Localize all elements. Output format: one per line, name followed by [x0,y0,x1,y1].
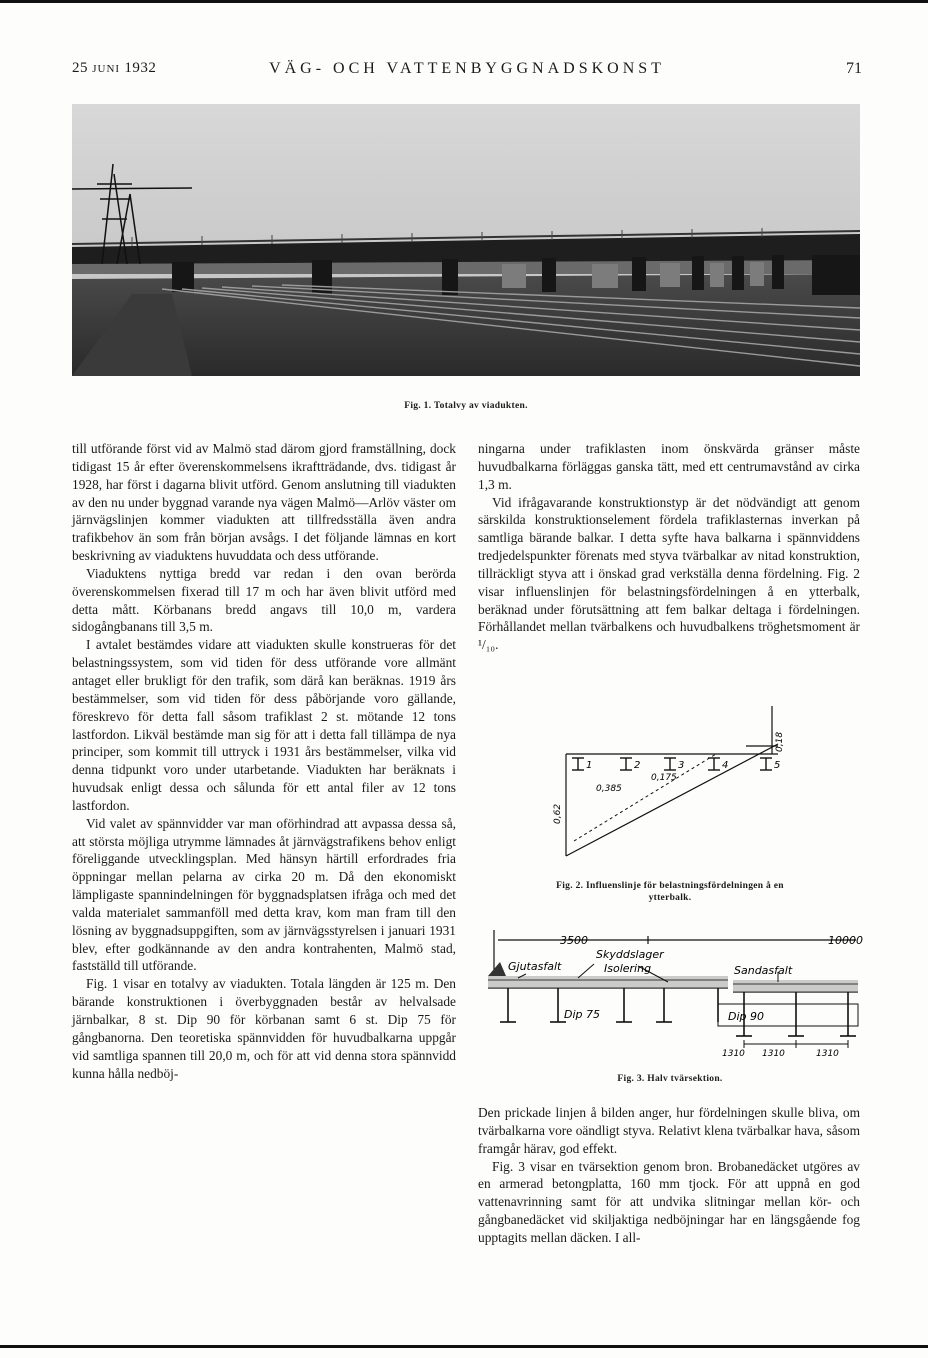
value-label: 0,175 [651,773,677,783]
layer-label: Sandasfalt [734,964,793,977]
journal-title: VÄG- OCH VATTENBYGGNADSKONST [269,60,665,77]
paragraph: I avtalet bestämdes vidare att viadukten skulle konstrueras för det belastningssystem, som vid tiden för dess utförande vore allmänt antaget eller brukligt för den trafik, som därå kan beräknas. 1919 års bestämmelser, som vid tiden för dess påbörjande voro gällande, föreskrevo för detta fall såsom trafiklast 2 st. mötande 12 tons lastfordon. Likväl bestämde man sig för att i detta fall tillämpa de nya principer, som kommit till uttryck i 1931 års bestämmelser, vilka vid denna tidpunkt voro under utarbetande. Viadukten har beräknats i huvudsak enligt dessa och sålunda för ett antal filer av 12 tons lastfordon. [72,637,456,813]
running-header [72,60,862,82]
right-text-column-top [478,440,860,654]
page-top-rule [0,0,928,3]
beam-label: 2 [634,760,641,771]
issue-date: 25 JUNI 1932 [72,60,157,76]
spacing-label: 1310 [722,1049,745,1059]
right-text-column-bottom [478,1104,860,1247]
layer-label: Isolering [604,962,652,975]
beam-label: 4 [722,760,729,771]
value-label: 0,18 [775,731,785,752]
beam-label: 1 [586,760,593,771]
paragraph: Fig. 3 visar en tvärsektion genom bron. Brobanedäcket utgöres av en armerad betongplatta, 160 mm tjock. För att uppnå en god vattenavrinning samt för att undvika slitningar mellan kör- och gångbanedäcket vid skiljaktiga nedböjningar har en längsgående fog upptagits mellan däcken. I all- [478,1158,860,1245]
dimension-label: 3500 [560,934,588,947]
spacing-label: 1310 [816,1049,839,1059]
left-text-column [72,440,456,1082]
beam-label: 5 [774,760,781,771]
figure-2-influence-line [553,706,786,870]
layer-label: Gjutasfalt [508,960,562,973]
value-label: 0,385 [596,784,622,794]
figure-3-caption: Fig. 3. Halv tvärsektion. [617,1074,723,1084]
viaduct-photo-drawing [72,104,860,376]
influence-line-diagram [553,706,786,870]
value-label: 0,62 [553,803,563,824]
figure-2-caption: Fig. 2. Influenslinje för belastningsfördelningen å en ytterbalk. [556,881,784,903]
dimension-label: 10000 [828,934,863,947]
beam-label: 3 [678,760,685,771]
paragraph: Fig. 1 visar en totalvy av viadukten. Totala längden är 125 m. Den bärande konstruktionen i överbyggnaden består av helvalsade järnbalkar, 8 st. Dip 90 för körbanan samt 6 st. Dip 75 för gångbanorna. Den teoretiska spännvidden för huvudbalkarna uppgår vid samtliga spannen till 20,0 m, och för att vid denna stora spännvidd kunna hålla nedböj- [72,976,456,1081]
figure-3-cross-section [478,926,864,1060]
page-number: 71 [846,60,862,77]
figure-1-caption: Fig. 1. Totalvy av viadukten. [404,401,528,411]
beam-type-label: Dip 90 [728,1010,765,1023]
paragraph: ningarna under trafiklasten inom önskvärda gränser måste huvudbalkarna förläggas ganska tätt, med ett centrumavstånd av cirka 1,3 m. [478,441,860,492]
beam-type-label: Dip 75 [564,1008,601,1021]
paragraph: Vid valet av spännvidder var man oförhindrad att avpassa dessa så, att största möjliga utrymme lämnades åt järnvägstrafikens behov enligt föreliggande utvecklingsplan. Med hänsyn härtill erfordrades fria öppningar mellan pelarna av cirka 20 m. Då den ekonomiskt lämpligaste spannindelningen för byggnadsplatsen ifråga och med det valda materialet sammanföll med detta krav, kom man fram till den lösning av byggnadsuppgiften, som av järnvägsstyrelsen i januari 1931 blev, efter godkännande av den andra kontrahenten, Malmö stad, fastställd till utförande. [72,815,456,974]
paragraph: Vid ifrågavarande konstruktionstyp är det nödvändigt att genom särskilda konstruktionselement fördela trafiklasternas inverkan på samtliga bärande balkar. I detta syfte hava balkarna i spännviddens tredjedelspunkter förenats med styva tvärbalkar av nitad konstruktion, tillräckligt styva att i önskad grad verkställa denna fördelning. Fig. 2 visar influenslinjen för belastningsfördelningen å en ytterbalk, beräknad under förutsättning att fem balkar deltaga i fördelningen. Förhållandet mellan tvärbalkens och huvudbalkens tröghetsmoment är ¹/₁₀. [478,494,860,653]
paragraph: Den prickade linjen å bilden anger, hur fördelningen skulle bliva, om tvärbalkarna vore oändligt styva. Relativt klena tvärbalkar hava, såsom framgår härav, god effekt. [478,1105,860,1156]
viaduct-photograph [72,104,860,376]
spacing-label: 1310 [762,1049,785,1059]
layer-label: Skyddslager [596,948,664,961]
paragraph: Viaduktens nyttiga bredd var redan i den ovan berörda överenskommelsen fixerad till 17 m och har även blivit utförd med detta mått. Körbanans bredd angavs till 10,0 m, vardera sidogångbanans till 3,5 m. [72,565,456,635]
page-bottom-rule [0,1345,928,1348]
cross-section-diagram [478,926,864,1060]
paragraph: till utförande först vid av Malmö stad därom gjord framställning, dock tidigast 15 år efter överenskommelsens ikraftträdande, dvs. tidigast år 1928, har först i dagarna blivit utförd. Genom anslutning till viadukten av den nu under byggnad varande nya vägen Malmö—Arlöv väster om järnvägslinjen kommer viadukten att tillfredsställa även andra trafikbehov än som från början avsågs. I det följande lämnas en kort beskrivning av viaduktens huvuddata och dess utförande. [72,441,456,564]
